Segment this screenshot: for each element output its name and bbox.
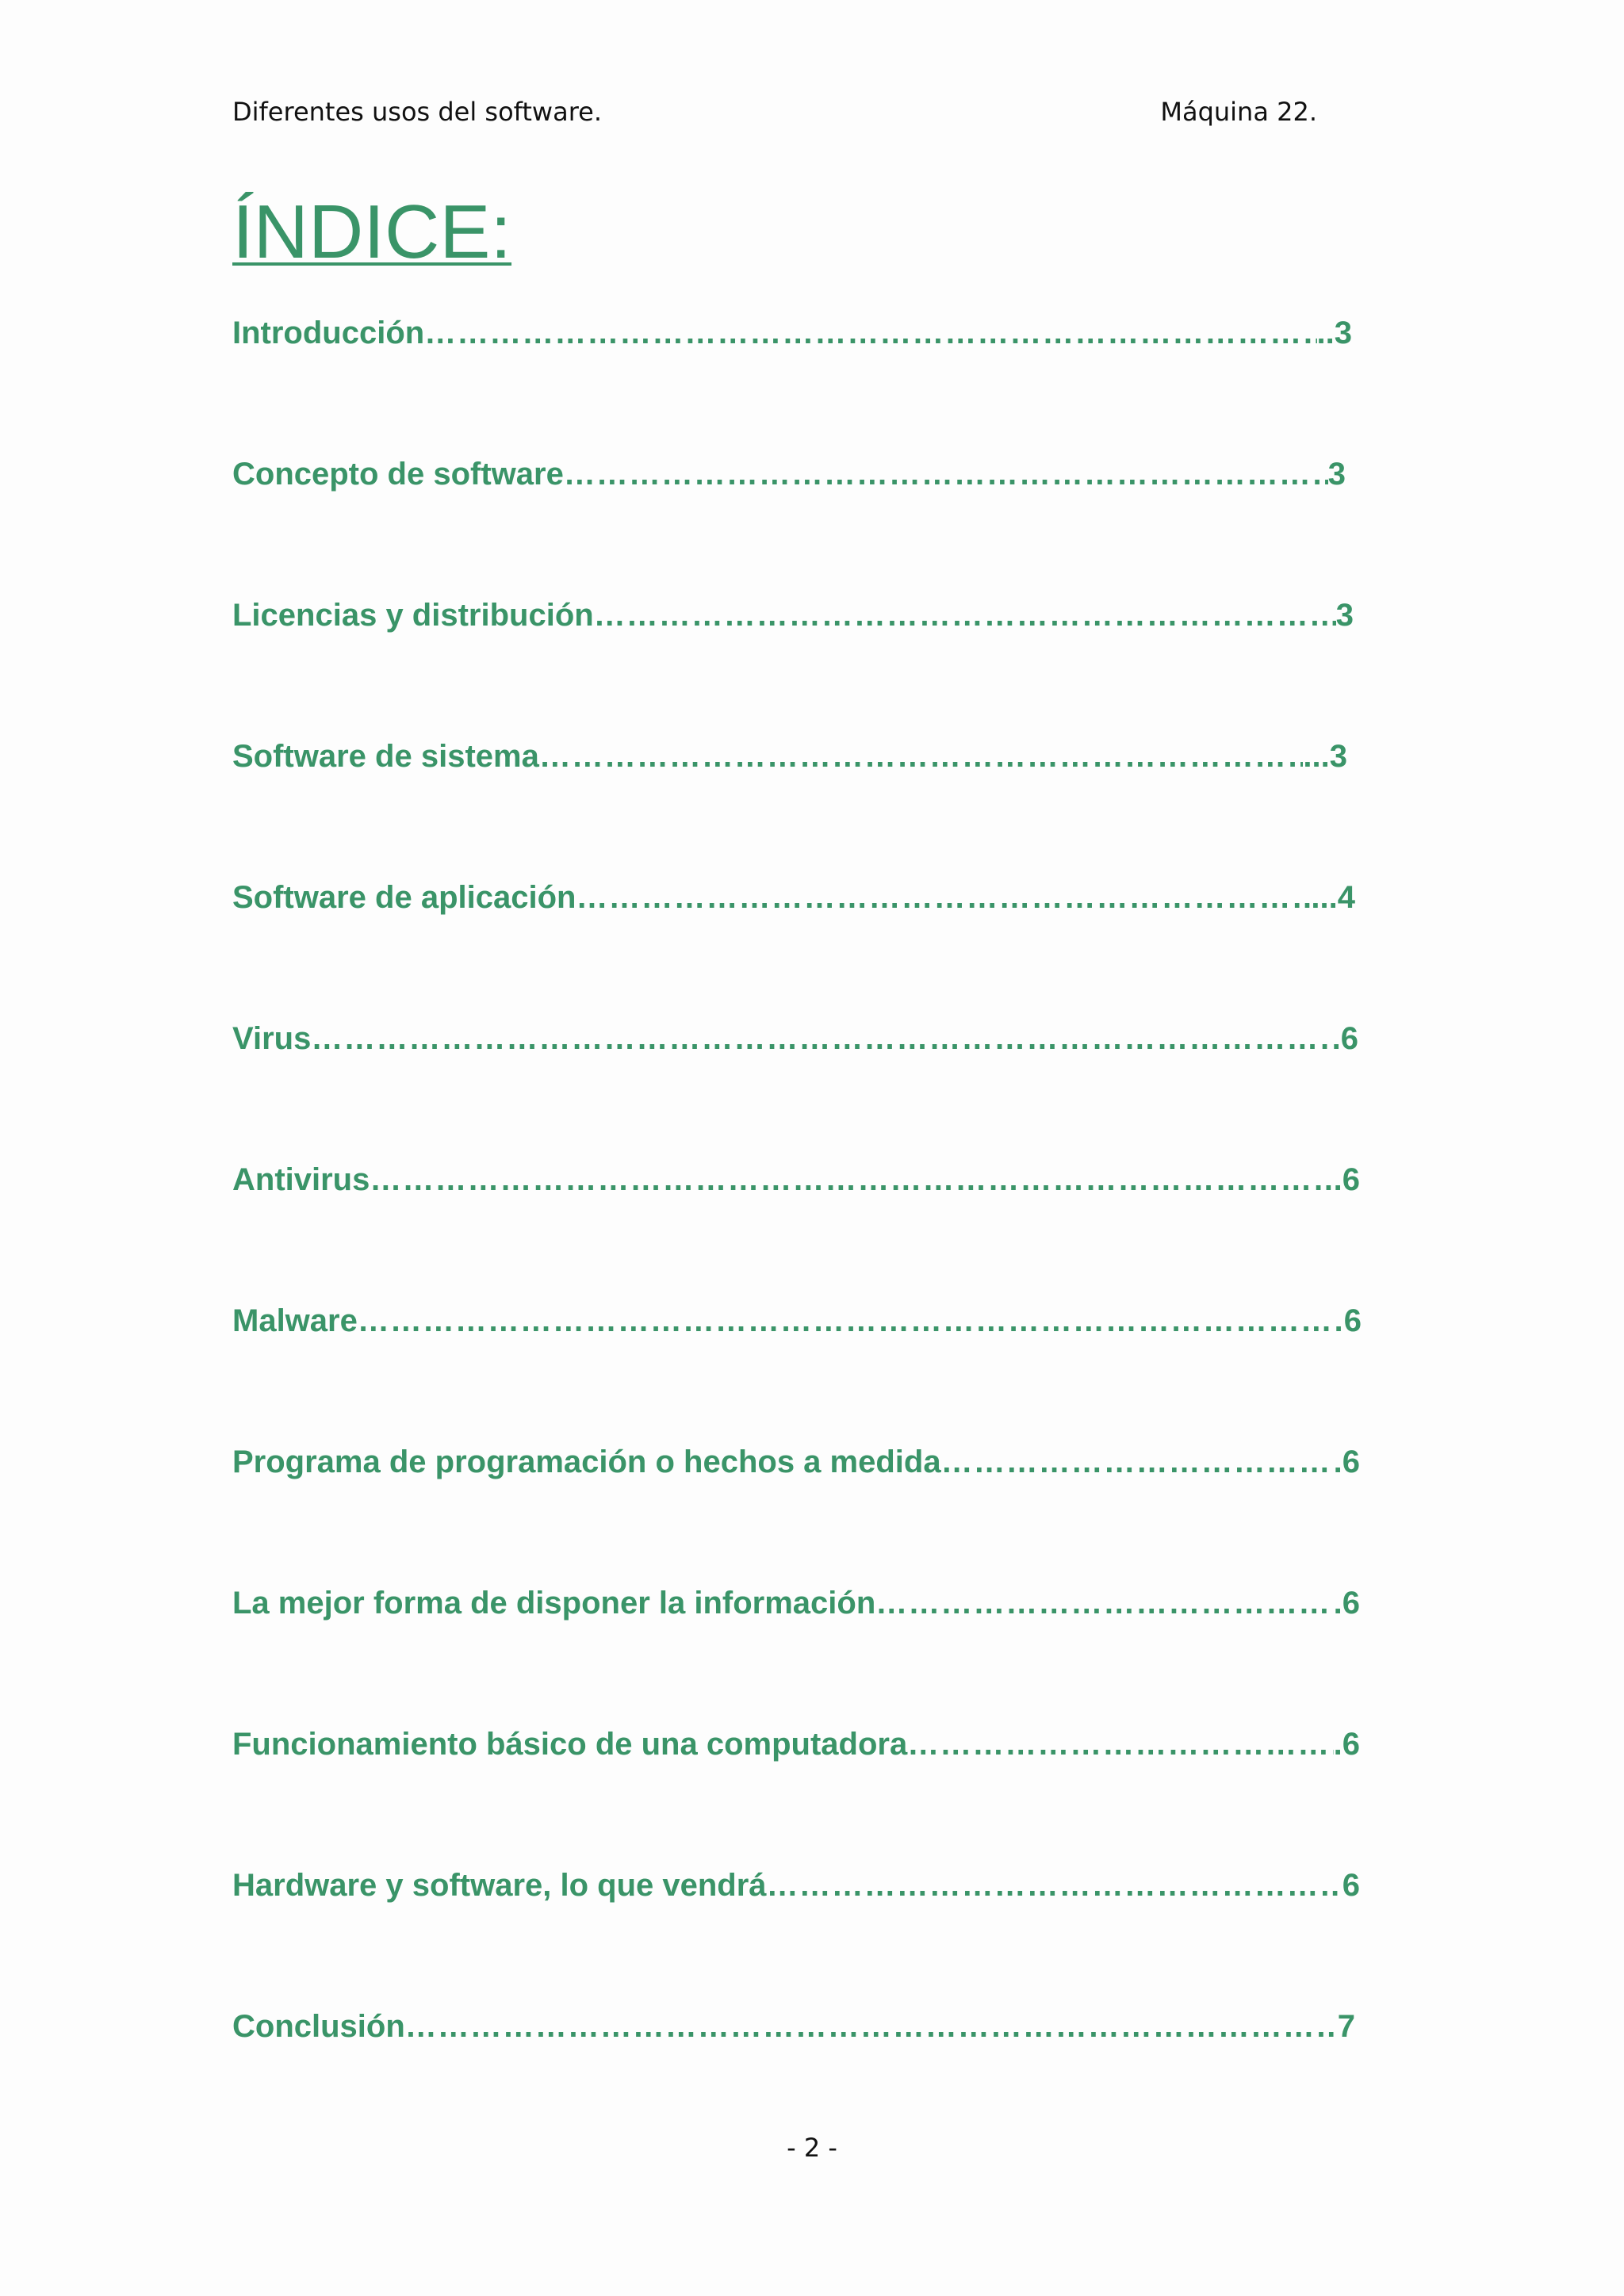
toc-entry-mejor-forma-disponer-informacion[interactable] bbox=[232, 1579, 1360, 1627]
toc-entry-software-de-aplicacion[interactable] bbox=[232, 874, 1355, 921]
toc-entry-concepto-de-software[interactable] bbox=[232, 450, 1346, 498]
toc-entry-page: .6 bbox=[1333, 1727, 1360, 1762]
header-document-title: Diferentes usos del software. bbox=[232, 97, 603, 127]
toc-entry-programa-de-programacion[interactable] bbox=[232, 1438, 1360, 1486]
toc-entry-label: Virus bbox=[232, 1021, 312, 1056]
toc-entry-label: Antivirus bbox=[232, 1162, 370, 1197]
toc-entry-funcionamiento-basico[interactable] bbox=[232, 1720, 1360, 1768]
toc-entry-label: Software de sistema bbox=[232, 739, 539, 774]
toc-entry-label: Licencias y distribución bbox=[232, 598, 594, 633]
toc-entry-hardware-y-software[interactable] bbox=[232, 1862, 1360, 1909]
toc-leader-dots bbox=[405, 2003, 1338, 2050]
toc-entry-page: .6 bbox=[1333, 1586, 1360, 1621]
toc-entry-antivirus[interactable] bbox=[232, 1156, 1360, 1203]
toc-entry-label: Programa de programación o hechos a medida bbox=[232, 1445, 941, 1479]
toc-leader-dots bbox=[576, 874, 1311, 921]
toc-entry-software-de-sistema[interactable] bbox=[232, 733, 1347, 780]
toc-leader-dots bbox=[539, 733, 1304, 780]
toc-entry-malware[interactable] bbox=[232, 1297, 1362, 1345]
toc-leader-dots bbox=[594, 591, 1336, 639]
toc-entry-label: Funcionamiento básico de una computadora bbox=[232, 1727, 908, 1762]
toc-entry-label: Concepto de software bbox=[232, 457, 564, 492]
toc-leader-dots bbox=[424, 309, 1316, 357]
toc-entry-label: Malware bbox=[232, 1303, 358, 1338]
toc-leader-dots bbox=[907, 1720, 1333, 1768]
toc-entry-label: Introducción bbox=[232, 316, 425, 350]
index-heading: ÍNDICE: bbox=[232, 189, 512, 274]
toc-entry-page: 6 bbox=[1343, 1303, 1362, 1338]
toc-entry-page: ...3 bbox=[1303, 739, 1347, 774]
toc-leader-dots bbox=[875, 1579, 1333, 1627]
toc-entry-conclusion[interactable] bbox=[232, 2003, 1355, 2050]
toc-entry-page: 3 bbox=[1327, 457, 1346, 492]
page-number: - 2 - bbox=[787, 2133, 837, 2163]
toc-leader-dots bbox=[370, 1156, 1333, 1203]
toc-entry-page: .6 bbox=[1331, 1021, 1358, 1056]
toc-leader-dots bbox=[358, 1297, 1344, 1345]
toc-leader-dots bbox=[941, 1438, 1334, 1486]
header-machine-label: Máquina 22. bbox=[1160, 97, 1317, 127]
page-header bbox=[232, 97, 1317, 133]
toc-entry-page: 3 bbox=[1335, 598, 1354, 633]
toc-entry-label: Hardware y software, lo que vendrá bbox=[232, 1868, 767, 1903]
toc-entry-licencias-y-distribucion[interactable] bbox=[232, 591, 1354, 639]
toc-leader-dots bbox=[564, 450, 1328, 498]
toc-leader-dots bbox=[767, 1862, 1342, 1909]
toc-leader-dots bbox=[311, 1015, 1331, 1062]
toc-entry-page: ..3 bbox=[1316, 316, 1352, 350]
toc-entry-page: .6 bbox=[1333, 1162, 1360, 1197]
toc-entry-virus[interactable] bbox=[232, 1015, 1358, 1062]
toc-entry-label: Conclusión bbox=[232, 2009, 405, 2044]
toc-entry-label: Software de aplicación bbox=[232, 880, 576, 915]
toc-entry-page: 7 bbox=[1337, 2009, 1355, 2044]
toc-entry-introduccion[interactable] bbox=[232, 309, 1352, 357]
toc-entry-page: ...4 bbox=[1311, 880, 1355, 915]
toc-entry-page: .6 bbox=[1333, 1445, 1360, 1479]
toc-entry-label: La mejor forma de disponer la información bbox=[232, 1586, 876, 1621]
toc-entry-page: 6 bbox=[1342, 1868, 1360, 1903]
